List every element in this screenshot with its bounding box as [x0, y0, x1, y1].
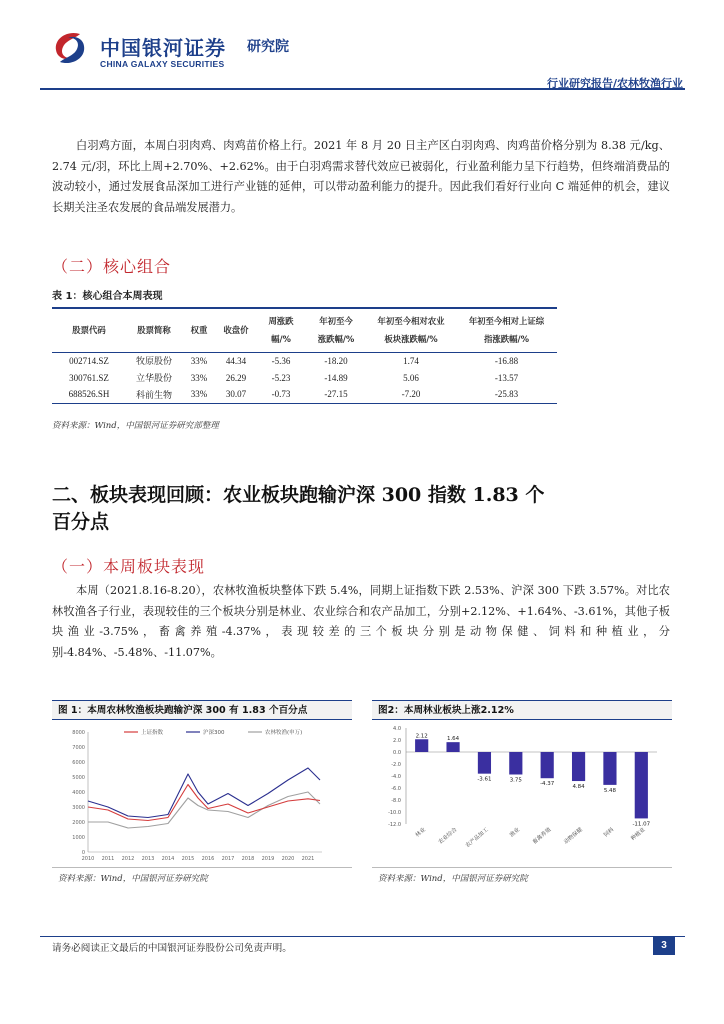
series-line — [88, 792, 320, 828]
table-header: 股票代码 — [52, 308, 126, 352]
table-cell: 立华股份 — [135, 373, 172, 383]
y-tick-label: 0 — [81, 850, 85, 856]
x-tick-label: 畜禽养殖 — [531, 826, 553, 846]
legend-label: 沪深300 — [203, 730, 225, 736]
data-label: 5.48 — [603, 787, 617, 794]
galaxy-logo-icon — [50, 28, 90, 68]
x-tick-label: 2017 — [221, 856, 235, 862]
data-label: 3.75 — [509, 777, 522, 784]
x-tick-label: 2014 — [161, 856, 175, 862]
data-label: -4.37 — [540, 781, 555, 788]
table-cell: -7.20 — [366, 386, 456, 403]
core-portfolio-table — [52, 307, 557, 404]
footer-rule — [40, 936, 685, 937]
data-label: -3.61 — [477, 776, 492, 783]
y-tick-label: 2.0 — [393, 738, 401, 744]
figure2-title: 图2：本周林业板块上涨2.12% — [372, 700, 672, 720]
x-tick-label: 2013 — [141, 856, 155, 862]
bar — [603, 752, 616, 785]
y-tick-label: -10.0 — [388, 810, 401, 816]
x-tick-label: 动物保健 — [563, 826, 584, 846]
table-cell: 科前生物 — [126, 386, 182, 403]
table-cell: 30.07 — [216, 386, 256, 403]
figure1-source: 资料来源：Wind，中国银河证券研究院 — [58, 874, 208, 884]
series-line — [88, 768, 320, 818]
x-tick-label: 2012 — [121, 856, 135, 862]
table-cell: 688526.SH — [52, 386, 126, 403]
logo-text-cn: 中国银河证券 — [100, 36, 226, 60]
y-tick-label: -12.0 — [388, 822, 401, 828]
bar — [635, 752, 648, 818]
logo-institute: 研究院 — [247, 39, 289, 55]
table-header: 收盘价 — [216, 308, 256, 352]
x-tick-label: 林业 — [414, 826, 427, 839]
x-tick-label: 2010 — [81, 856, 95, 862]
x-tick-label: 2020 — [281, 856, 295, 862]
report-type: 行业研究报告/农林牧渔行业 — [546, 77, 683, 90]
y-tick-label: 3000 — [72, 805, 85, 811]
table-cell: -5.23 — [271, 372, 291, 383]
table-cell: -13.57 — [494, 372, 519, 383]
figure2-container — [372, 720, 672, 868]
legend-label: 农林牧渔(申万) — [265, 730, 303, 736]
table-row — [52, 386, 557, 403]
y-tick-label: 6000 — [72, 760, 85, 766]
table-cell: -14.89 — [324, 372, 348, 383]
x-tick-label: 2021 — [301, 856, 315, 862]
figure1-title: 图 1：本周农林牧渔板块跑输沪深 300 有 1.83 个百分点 — [52, 700, 352, 720]
table-cell: 26.29 — [225, 372, 247, 383]
table-cell: 300761.SZ — [69, 372, 109, 383]
x-tick-label: 2018 — [241, 856, 255, 862]
x-tick-label: 2016 — [201, 856, 215, 862]
x-tick-label: 种植业 — [630, 826, 647, 843]
table-cell: 33% — [190, 372, 208, 383]
y-tick-label: 8000 — [72, 730, 85, 736]
table-cell: 1.74 — [403, 355, 419, 366]
subsection-core-portfolio: （二）核心组合 — [52, 257, 172, 276]
y-tick-label: 4000 — [72, 790, 85, 796]
x-tick-label: 农产品加工 — [464, 826, 490, 850]
y-tick-label: -8.0 — [391, 798, 401, 804]
table-header-row — [52, 308, 557, 352]
data-label: 4.84 — [572, 784, 585, 791]
y-tick-label: -2.0 — [391, 762, 401, 768]
table-header: 年初至今涨跌幅/% — [306, 308, 366, 352]
bar — [572, 752, 585, 781]
table-cell: 5.06 — [403, 372, 419, 383]
table-cell: 33% — [190, 355, 208, 366]
table-cell: 牧原股份 — [135, 356, 172, 367]
y-tick-label: 2000 — [72, 820, 85, 826]
table-header: 权重 — [182, 308, 216, 352]
bar — [446, 742, 459, 752]
footer-disclaimer: 请务必阅读正文最后的中国银河证券股份公司免责声明。 — [52, 943, 292, 954]
table-header: 年初至今相对农业板块涨跌幅/% — [366, 308, 456, 352]
table-cell: -0.73 — [256, 386, 306, 403]
series-line — [88, 785, 320, 821]
data-label: 2.12 — [415, 733, 428, 740]
bar — [509, 752, 522, 775]
table-cell: 44.34 — [225, 355, 247, 366]
market-paragraph: 本周（2021.8.16-8.20），农林牧渔板块整体下跌 5.4%，同期上证指数下跌 2.53%、沪深 300 下跌 3.57%。对比农林牧渔各子行业，表现较佳的三个板块分别是林业、农业综合和农产品加工，分别+2.12%、+1.64%、-3.61%，其他子板块渔业-3.75%，畜禽养殖-4.37%，表现较差的三个板块分别是动物保健、饲料和种植业，分别-4.84%、-5.48%、-11.07%。 — [52, 584, 670, 659]
data-label: 1.64 — [446, 736, 460, 743]
x-tick-label: 2011 — [101, 856, 115, 862]
header-rule — [40, 88, 685, 90]
table-cell: 002714.SZ — [69, 355, 109, 366]
y-tick-label: 1000 — [72, 835, 85, 841]
table-cell: -27.15 — [306, 386, 366, 403]
table-cell: -25.83 — [456, 386, 557, 403]
y-tick-label: 0.0 — [393, 750, 401, 756]
broiler-paragraph: 白羽鸡方面，本周白羽肉鸡、肉鸡苗价格上行。2021 年 8 月 20 日主产区白羽肉鸡、肉鸡苗价格分别为 8.38 元/kg、2.74 元/羽，环比上周+2.70%、+2.62%。由于白羽鸡需求替代效应已被弱化，行业盈利能力呈下行趋势，但终端消费品的波动较小，通过发展食品深加工进行产业链的延伸，可以带动盈利能力的提升。因此我们看好行业向 C 端延伸的机会，建议长期关注圣农发展的食品端发展潜力。 — [52, 139, 670, 214]
bar — [541, 752, 554, 778]
y-tick-label: 5000 — [72, 775, 85, 781]
table-row — [52, 352, 557, 369]
section-title: 二、板块表现回顾：农业板块跑输沪深 300 指数 1.83 个百分点 — [52, 484, 545, 533]
y-tick-label: 4.0 — [393, 726, 401, 732]
table-title: 表 1：核心组合本周表现 — [52, 291, 163, 302]
bar — [415, 739, 428, 752]
x-tick-label: 饲料 — [602, 826, 616, 839]
legend-label: 上证指数 — [141, 730, 164, 736]
page-header — [40, 22, 685, 90]
table-cell: -18.20 — [324, 355, 348, 366]
table-cell: 33% — [182, 386, 216, 403]
x-tick-label: 2019 — [261, 856, 275, 862]
table-source: 资料来源：Wind，中国银河证券研究部整理 — [52, 421, 219, 431]
subsection-weekly-performance: （一）本周板块表现 — [52, 557, 206, 576]
table-cell: -16.88 — [494, 355, 519, 366]
bar — [478, 752, 491, 774]
subsector-bar-chart — [372, 720, 672, 868]
table-header: 年初至今相对上证综指涨跌幅/% — [456, 308, 557, 352]
x-tick-label: 渔业 — [508, 826, 522, 839]
y-tick-label: -4.0 — [391, 774, 401, 780]
figure1-container — [52, 720, 352, 868]
table-cell: -5.36 — [271, 355, 291, 366]
y-tick-label: -6.0 — [391, 786, 401, 792]
index-line-chart — [52, 720, 352, 868]
table-header: 股票简称 — [126, 308, 182, 352]
page-number: 3 — [653, 937, 675, 955]
data-label: -11.07 — [632, 821, 651, 828]
logo-text-en: CHINA GALAXY SECURITIES — [100, 59, 225, 69]
x-tick-label: 2015 — [181, 856, 195, 862]
x-tick-label: 农业综合 — [437, 826, 459, 846]
figure2-source: 资料来源：Wind，中国银河证券研究院 — [378, 874, 528, 884]
table-row — [52, 369, 557, 386]
table-header: 周涨跌幅/% — [256, 308, 306, 352]
y-tick-label: 7000 — [72, 745, 85, 751]
